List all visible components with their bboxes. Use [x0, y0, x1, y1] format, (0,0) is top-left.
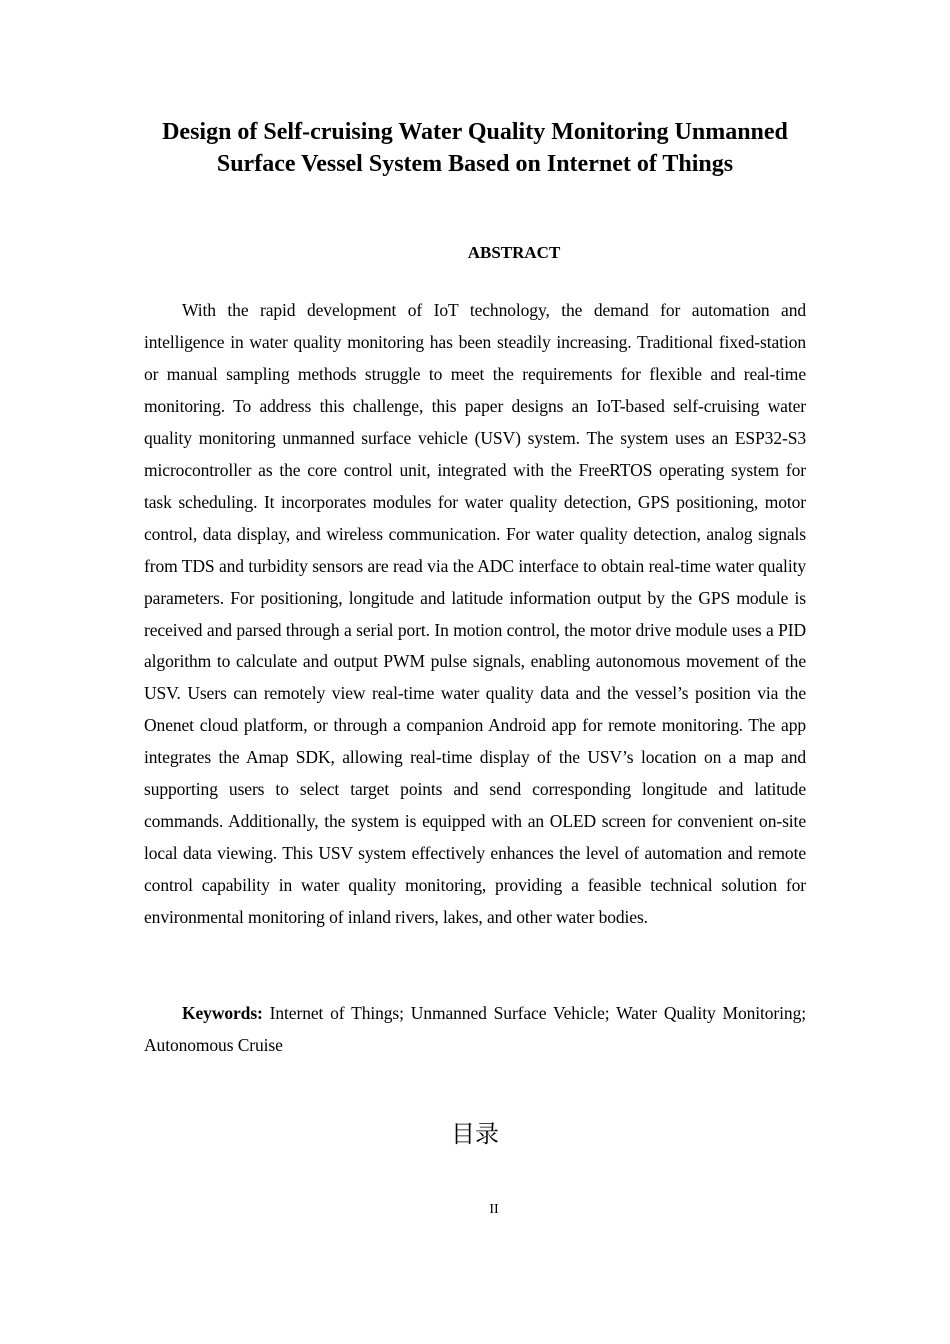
- page-number: II: [489, 1202, 499, 1217]
- keywords-label: Keywords:: [182, 1003, 263, 1023]
- abstract-body: With the rapid development of IoT technology, the demand for automation and intelligence in water quality monitoring has been steadily increasing. Traditional fixed-station or manual sampling methods struggle to meet the requirements for flexible and real-time monitoring. To address this challenge, this paper designs an IoT-based self-cruising water quality monitoring unmanned surface vehicle (USV) system. The system uses an ESP32-S3 microcontroller as the core control unit, integrated with the FreeRTOS operating system for task scheduling. It incorporates modules for water quality detection, GPS positioning, motor control, data display, and wireless communication. For water quality detection, analog signals from TDS and turbidity sensors are read via the ADC interface to obtain real-time water quality parameters. For positioning, longitude and latitude information output by the GPS module is received and parsed through a serial port. In motion control, the motor drive module uses a PID algorithm to calculate and output PWM pulse signals, enabling autonomous movement of the USV. Users can remotely view real-time water quality data and the vessel’s position via the Onenet cloud platform, or through a companion Android app for remote monitoring. The app integrates the Amap SDK, allowing real-time display of the USV’s location on a map and supporting users to select target points and send corresponding longitude and latitude commands. Additionally, the system is equipped with an OLED screen for convenient on-site local data viewing. This USV system effectively enhances the level of automation and remote control capability in water quality monitoring, providing a feasible technical solution for environmental monitoring of inland rivers, lakes, and other water bodies.: [144, 300, 806, 928]
- keywords-text: Internet of Things; Unmanned Surface Vehicle; Water Quality Monitoring; Autonomous Cruise: [144, 1003, 806, 1055]
- table-of-contents-heading: 目录: [451, 1120, 499, 1148]
- document-title: Design of Self-cruising Water Quality Monitoring Unmanned Surface Vessel System Based on Internet of Things: [162, 119, 788, 177]
- keywords-paragraph: [144, 998, 806, 1062]
- abstract-heading: ABSTRACT: [467, 243, 561, 262]
